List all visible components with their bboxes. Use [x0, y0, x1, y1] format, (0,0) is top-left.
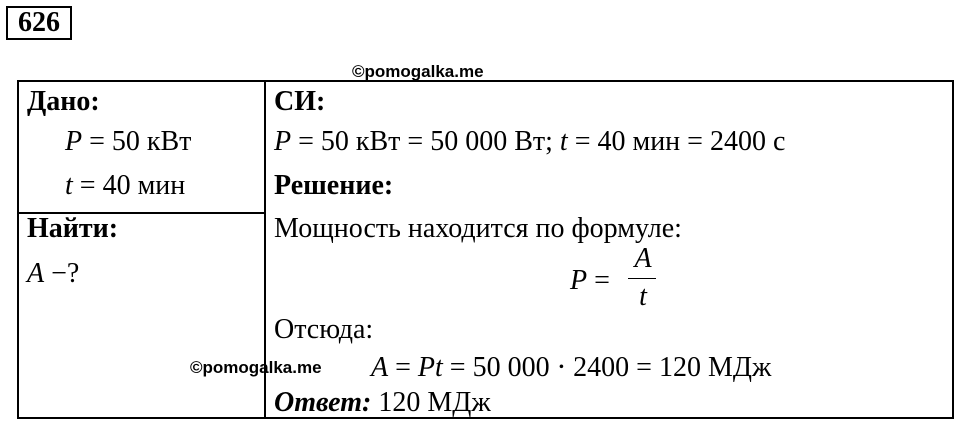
- find-header: Найти:: [27, 213, 119, 244]
- calc-var-pt: Pt: [417, 352, 443, 383]
- var-p: P: [65, 126, 83, 157]
- var-a: A: [27, 258, 45, 289]
- watermark-top: ©pomogalka.me: [352, 62, 484, 81]
- given-time: [65, 170, 185, 202]
- si-var-t: t: [559, 126, 568, 157]
- formula-eq: =: [587, 265, 610, 296]
- given-power: [65, 126, 191, 158]
- calc-result: = 50 000 ⋅ 2400 = 120 МДж: [442, 352, 772, 383]
- si-var-p: P: [274, 126, 292, 157]
- solution-table: [17, 80, 954, 419]
- solution-text-1: Мощность находится по формуле:: [274, 213, 682, 244]
- si-header: СИ:: [274, 86, 326, 117]
- answer-label: Ответ:: [274, 387, 372, 418]
- si-conversion: [274, 126, 785, 158]
- formula-lhs: [570, 265, 610, 297]
- answer-line: [274, 387, 491, 419]
- fraction-bar: [628, 278, 656, 279]
- formula-numerator: A: [634, 243, 652, 274]
- si-time: = 40 мин = 2400 с: [567, 126, 786, 157]
- watermark-bottom: ©pomogalka.me: [190, 358, 322, 377]
- given-time-value: = 40 мин: [72, 170, 186, 201]
- given-power-value: = 50 кВт: [82, 126, 192, 157]
- given-header: Дано:: [27, 86, 100, 117]
- si-power: = 50 кВт = 50 000 Вт;: [291, 126, 560, 157]
- calc-eq: =: [388, 352, 418, 383]
- find-question: −?: [44, 258, 80, 289]
- calc-var-a: A: [371, 352, 389, 383]
- solution-text-2: Отсюда:: [274, 314, 374, 345]
- var-t: t: [65, 170, 73, 201]
- formula-var-p: P: [570, 265, 588, 296]
- calculation-line: [371, 352, 771, 384]
- formula-denominator: t: [639, 281, 647, 312]
- solution-header: Решение:: [274, 170, 394, 201]
- find-value: [27, 258, 79, 290]
- problem-number: 626: [6, 6, 72, 40]
- answer-value: 120 МДж: [371, 387, 491, 418]
